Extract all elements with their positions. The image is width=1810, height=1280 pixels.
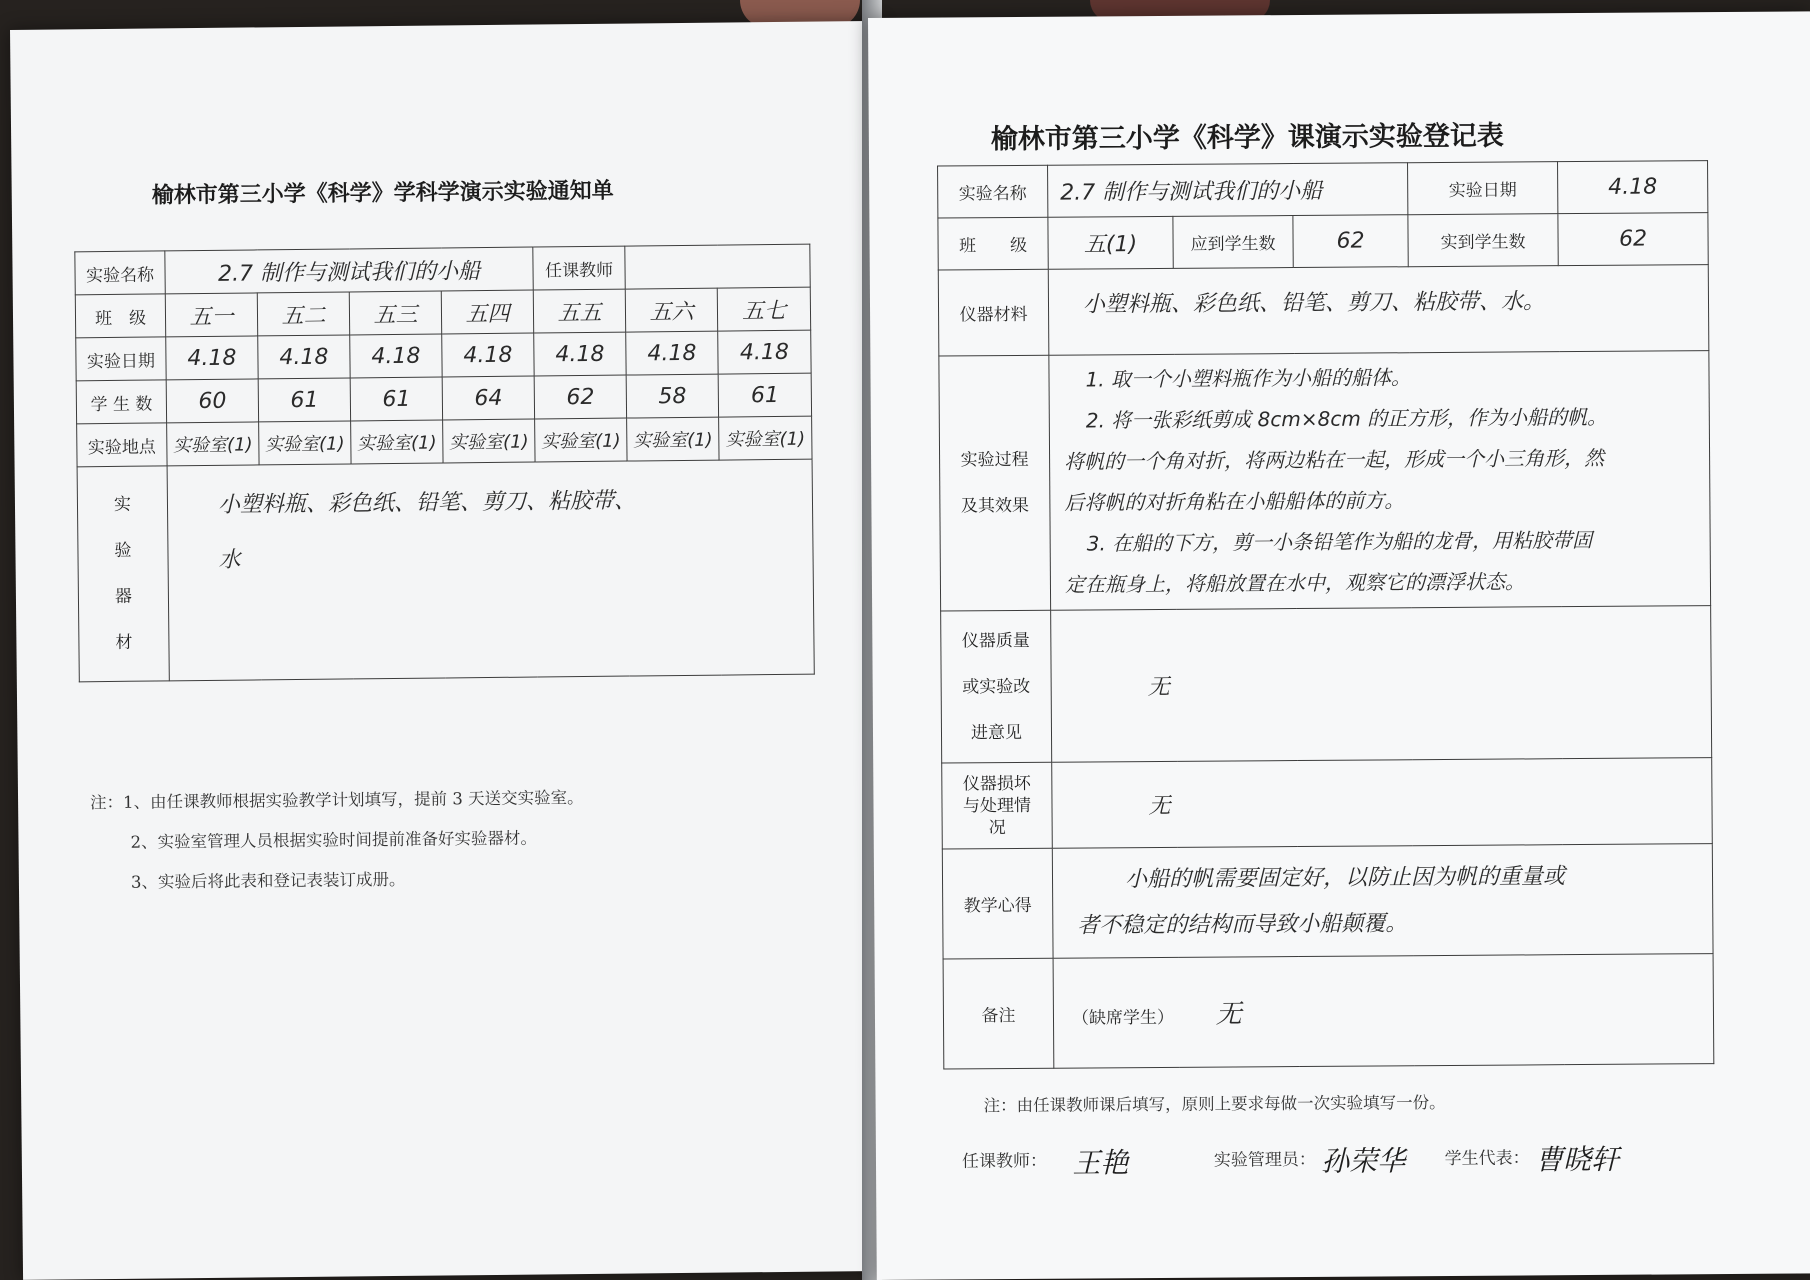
date-cell: 4.18 (166, 336, 258, 380)
date-cell: 4.18 (626, 331, 718, 375)
damage-value: 无 (1052, 758, 1713, 849)
note-1: 注：1、由任课教师根据实验教学计划填写，提前 3 天送交实验室。 (89, 788, 584, 813)
class-cell: 五二 (257, 292, 349, 336)
experiment-name-value: 2.7 制作与测试我们的小船 (1048, 163, 1408, 218)
student-label: 学生代表： (1444, 1147, 1530, 1169)
date-cell: 4.18 (534, 332, 626, 376)
date-cell: 4.18 (350, 334, 442, 378)
place-cell: 实验室(1) (443, 419, 535, 463)
label-date: 实验日期 (1408, 162, 1558, 215)
date-cell: 4.18 (718, 330, 811, 374)
materials-value: 小塑料瓶、彩色纸、铅笔、剪刀、粘胶带、水。 (1048, 265, 1709, 356)
label-place: 实验地点 (77, 423, 167, 467)
quality-value: 无 (1051, 606, 1712, 763)
teacher-label: 任课教师： (961, 1151, 1048, 1172)
class-cell: 五四 (441, 290, 533, 334)
teacher-value (625, 244, 810, 289)
notice-sheet (10, 21, 893, 1280)
place-cell: 实验室(1) (535, 418, 627, 462)
label-expected: 应到学生数 (1173, 216, 1293, 269)
class-cell: 五六 (625, 288, 717, 332)
label-teacher: 任课教师 (533, 246, 625, 290)
label-class: 班 级 (938, 217, 1048, 270)
teacher-signature: 王艳 (1072, 1146, 1129, 1180)
students-cell: 62 (534, 375, 626, 419)
students-cell: 61 (258, 378, 350, 422)
label-process: 实验过程 及其效果 (939, 355, 1051, 611)
students-cell: 58 (626, 374, 718, 418)
class-cell: 五七 (717, 287, 810, 331)
note-2: 2、实验室管理人员根据实验时间提前准备好实验器材。 (130, 828, 538, 852)
date-cell: 4.18 (258, 335, 350, 379)
signature-row (962, 1138, 1619, 1183)
label-reflection: 教学心得 (942, 848, 1053, 959)
label-class: 班 级 (75, 294, 165, 338)
register-table (937, 160, 1714, 1069)
label-students: 学 生 数 (76, 380, 166, 424)
label-remark: 备注 (943, 958, 1054, 1069)
place-cell: 实验室(1) (167, 422, 259, 466)
process-value: 1. 取一个小塑料瓶作为小船的船体。 2. 将一张彩纸剪成 8cm×8cm 的正方形，作为小船的帆。 将帆的一个角对折，将两边粘在一起，形成一个小三角形，然 后将帆的对折角粘在小船船体的前方。 3. 在船的下方，剪一小条铅笔作为船的龙骨，用粘胶带固 定在瓶身上，将船放置在水中，观察它的漂浮状态。 (1049, 351, 1711, 611)
place-cell: 实验室(1) (627, 417, 719, 461)
student-signature: 曹晓轩 (1534, 1142, 1620, 1177)
register-title: 榆林市第三小学《科学》课演示实验登记表 (990, 120, 1504, 156)
label-experiment-name: 实验名称 (938, 165, 1048, 218)
class-cell: 五五 (533, 289, 625, 333)
label-damage: 仪器损坏 与处理情 况 (942, 762, 1053, 849)
label-date: 实验日期 (76, 337, 166, 381)
notice-table (74, 244, 815, 683)
place-cell: 实验室(1) (719, 416, 812, 460)
place-cell: 实验室(1) (259, 421, 351, 465)
label-materials: 仪器材料 (938, 269, 1049, 356)
place-cell: 实验室(1) (351, 420, 443, 464)
actual-value: 62 (1558, 213, 1708, 266)
materials-value: 小塑料瓶、彩色纸、铅笔、剪刀、粘胶带、 水 (167, 459, 814, 681)
reflection-value: 小船的帆需要固定好，以防止因为帆的重量或 者不稳定的结构而导致小船颠覆。 (1052, 844, 1713, 959)
date-value: 4.18 (1558, 161, 1708, 214)
date-cell: 4.18 (442, 333, 534, 377)
register-footnote: 注：由任课教师课后填写，原则上要求每做一次实验填写一份。 (983, 1092, 1446, 1116)
expected-value: 62 (1293, 215, 1408, 268)
label-experiment-name: 实验名称 (75, 251, 165, 295)
students-cell: 61 (718, 373, 811, 417)
students-cell: 61 (350, 377, 442, 421)
students-cell: 64 (442, 376, 534, 420)
label-materials: 实 验 器 材 (77, 466, 169, 682)
note-3: 3、实验后将此表和登记表装订成册。 (130, 869, 406, 892)
experiment-name-value: 2.7 制作与测试我们的小船 (165, 247, 533, 294)
notice-title: 榆林市第三小学《科学》学科学演示实验通知单 (151, 177, 614, 209)
admin-signature: 孙荣华 (1321, 1144, 1406, 1178)
remark-value: （缺席学生） 无 (1053, 954, 1714, 1069)
register-sheet (868, 11, 1810, 1280)
class-value: 五(1) (1048, 216, 1173, 269)
admin-label: 实验管理员： (1213, 1149, 1316, 1171)
label-quality: 仪器质量 或实验改 进意见 (941, 610, 1052, 763)
class-cell: 五一 (165, 293, 257, 337)
students-cell: 60 (166, 379, 258, 423)
label-actual: 实到学生数 (1408, 214, 1558, 267)
class-cell: 五三 (349, 291, 441, 335)
